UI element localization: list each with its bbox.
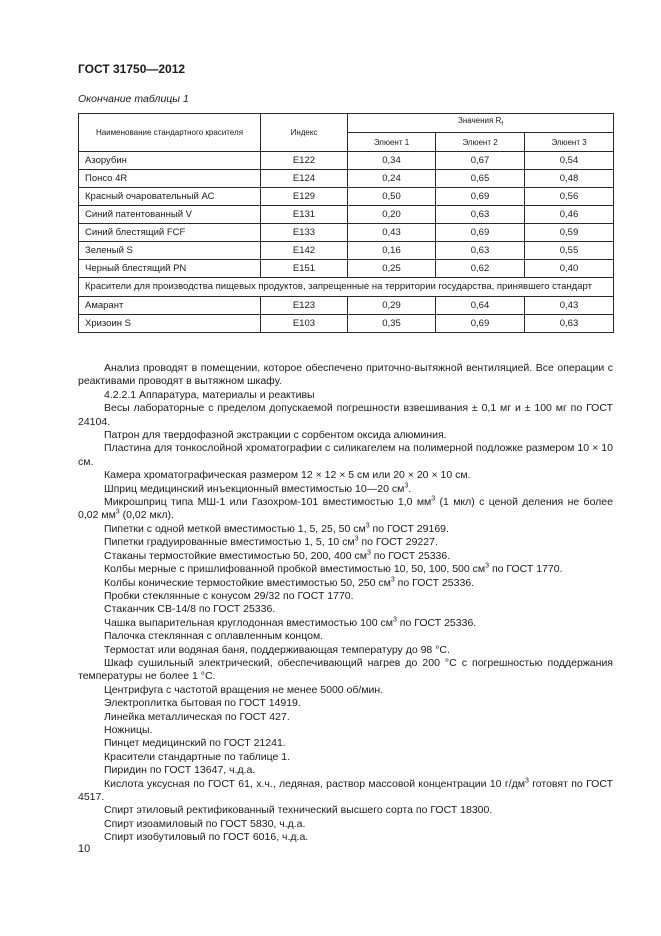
paragraph: Колбы мерные с пришлифованной пробкой вместимостью 10, 50, 100, 500 $см^3$ по ГОСТ 1770. [104, 562, 563, 576]
col-header-eluent-1: Элюент 1 [348, 133, 436, 152]
col-header-rf: Значения $R_f$ [348, 114, 614, 133]
paragraph: Пинцет медицинский по ГОСТ 21241. [104, 737, 286, 750]
paragraph: Шкаф сушильный электрический, обеспечивающий нагрев до 200 °С с погрешностью поддержания температуры не более 1 °С. [78, 656, 613, 683]
paragraph: Шприц медицинский инъекционный вместимостью 10—20 $см^3$. [104, 482, 412, 495]
dye-rf-table [78, 113, 614, 333]
paragraph: Микрошприц типа МШ-1 или Газохром-101 вместимостью 1,0 $мм^3$ (1 мкл) с ценой деления не более 0,02 $мм^3$ (0,02 мкл). [78, 495, 613, 522]
table-row: Черный блестящий PN E151 0,25 0,62 0,40 [79, 260, 614, 278]
paragraph: Ножницы. [104, 723, 153, 736]
paragraph: Пиридин по ГОСТ 13647, ч.д.а. [104, 764, 256, 777]
paragraph: Чашка выпарительная круглодонная вместимостью 100 $см^3$ по ГОСТ 25336. [104, 616, 477, 629]
table-span-row: Красители для производства пищевых продуктов, запрещенные на территории государства, принявшего стандарт [79, 278, 614, 297]
paragraph: Патрон для твердофазной экстракции с сорбентом оксида алюминия. [104, 429, 447, 442]
table-row: Понсо 4R E124 0,24 0,65 0,48 [79, 170, 614, 188]
table-row: Красный очаровательный АС E129 0,50 0,69 0,56 [79, 188, 614, 206]
paragraph: Стаканчик СВ-14/8 по ГОСТ 25336. [104, 603, 276, 616]
table-row: Хризоин S E103 0,35 0,69 0,63 [79, 315, 614, 333]
paragraph: Спирт изобутиловый по ГОСТ 6016, ч.д.а. [104, 831, 309, 844]
table-row: Амарант E123 0,29 0,64 0,43 [79, 297, 614, 315]
paragraph: Пипетки с одной меткой вместимостью 1, 5, 25, 50 $см^3$ по ГОСТ 29169. [104, 522, 449, 535]
table-row: Зеленый S E142 0,16 0,63 0,55 [79, 242, 614, 260]
table-row: Синий патентованный V E131 0,20 0,63 0,46 [79, 206, 614, 224]
section-heading: 4.2.2.1 Аппаратура, материалы и реактивы [104, 388, 315, 401]
paragraph: Красители стандартные по таблице 1. [104, 750, 290, 763]
col-header-eluent-3: Элюент 3 [525, 133, 614, 152]
paragraph: Спирт этиловый ректификованный технический высшего сорта по ГОСТ 18300. [104, 804, 493, 817]
paragraph: Центрифуга с частотой вращения не менее 5000 об/мин. [104, 683, 384, 696]
paragraph: Весы лабораторные с пределом допускаемой погрешности взвешивания ± 0,1 мг и ± 100 мг по ГОСТ 24104. [78, 402, 613, 428]
table-row: Азорубин E122 0,34 0,67 0,54 [79, 152, 614, 170]
paragraph: Палочка стеклянная с оплавленным концом. [104, 630, 324, 643]
paragraph: Стаканы термостойкие вместимостью 50, 200, 400 $см^3$ по ГОСТ 25336. [104, 549, 451, 562]
paragraph: Электроплитка бытовая по ГОСТ 14919. [104, 697, 301, 710]
paragraph: Кислота уксусная по ГОСТ 61, х.ч., ледяная, раствор массовой концентрации 10 $г/дм^3$ готовят по ГОСТ 4517. [78, 777, 613, 803]
table-caption: Окончание таблицы 1 [78, 93, 189, 105]
body-text [78, 362, 613, 845]
paragraph: Колбы конические термостойкие вместимостью 50, 250 $см^3$ по ГОСТ 25336. [104, 576, 475, 589]
col-header-name: Наименование стандартного красителя [79, 114, 261, 152]
paragraph: Спирт изоамиловый по ГОСТ 5830, ч.д.а. [104, 817, 306, 830]
col-header-eluent-2: Элюент 2 [436, 133, 525, 152]
page-number: 10 [78, 843, 91, 855]
table-row: Синий блестящий FCF E133 0,43 0,69 0,59 [79, 224, 614, 242]
document-header: ГОСТ 31750—2012 [78, 62, 186, 76]
paragraph: Пластина для тонкослойной хроматографии с силикагелем на полимерной подложке размером 10 × 10 см. [78, 442, 613, 468]
paragraph: Пробки стеклянные с конусом 29/32 по ГОСТ 1770. [104, 589, 354, 602]
paragraph: Пипетки градуированные вместимостью 1, 5, 10 $см^3$ по ГОСТ 29227. [104, 535, 438, 549]
paragraph: Анализ проводят в помещении, которое обеспечено приточно-вытяжной вентиляцией. Все операции с реактивами проводят в вытяжном шкафу. [78, 362, 613, 388]
col-header-index: Индекс [261, 114, 348, 152]
paragraph: Камера хроматографическая размером 12 × 12 × 5 см или 20 × 20 × 10 см. [104, 469, 471, 482]
paragraph: Линейка металлическая по ГОСТ 427. [104, 710, 290, 723]
paragraph: Термостат или водяная баня, поддерживающая температуру до 98 °С. [104, 643, 450, 656]
